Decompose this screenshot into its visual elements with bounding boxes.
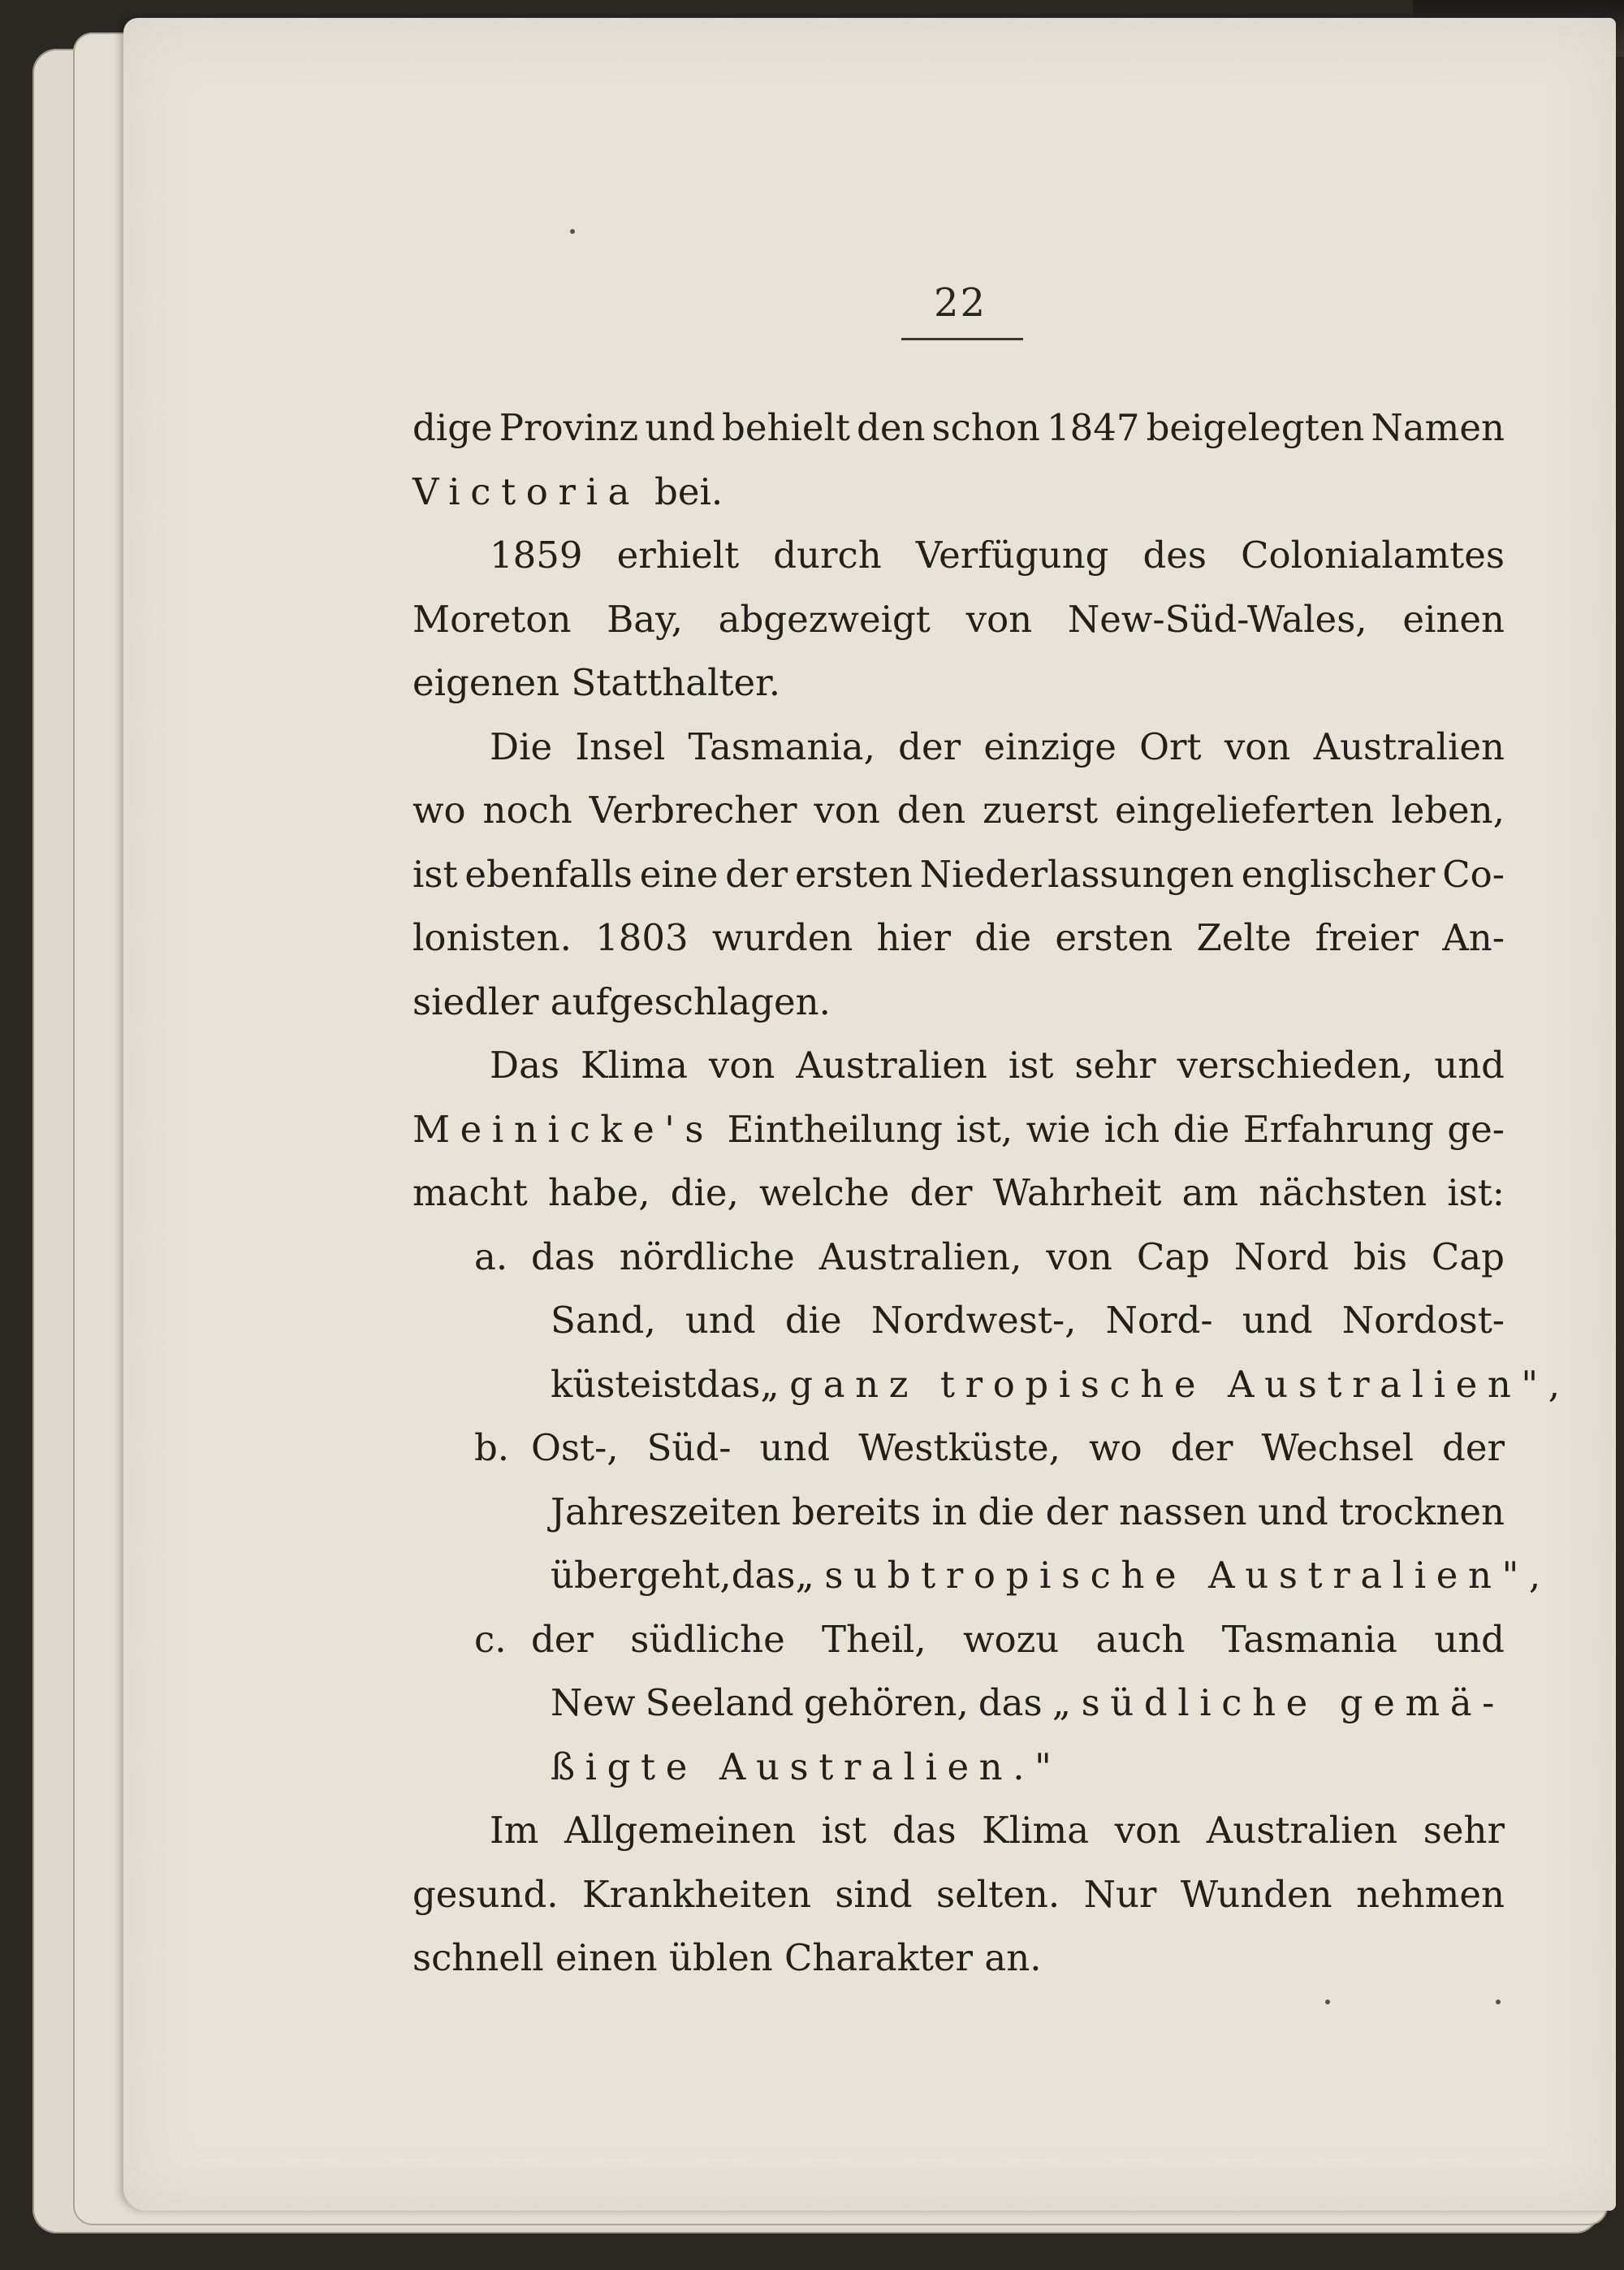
text-line: übergeht, das „subtropische Australien", — [551, 1554, 1551, 1597]
text-line: ist ebenfalls eine der ersten Niederlassungen englischer Co- — [412, 852, 1505, 896]
list-label: b. — [474, 1426, 510, 1469]
text-line: ßigte Australien." — [551, 1745, 1062, 1788]
text-line: Jahreszeiten bereits in die der nassen und trocknen — [551, 1490, 1505, 1533]
text-line: Die Insel Tasmania, der einzige Ort von Australien — [490, 724, 1505, 768]
list-label: c. — [474, 1617, 507, 1661]
text-line: Victoria bei. — [412, 469, 723, 513]
text-line: New Seeland gehören, das „südliche gemä- — [551, 1681, 1505, 1724]
text-line: eigenen Statthalter. — [412, 661, 781, 704]
text-line: wo noch Verbrecher von den zuerst eingelieferten leben, — [412, 789, 1505, 832]
text-line: Moreton Bay, abgezweigt von New-Süd-Wales, einen — [412, 597, 1505, 641]
text-line: Meinicke's Eintheilung ist, wie ich die Erfahrung ge- — [412, 1107, 1505, 1151]
text-line: macht habe, die, welche der Wahrheit am nächsten ist: — [412, 1171, 1505, 1214]
text-line: küste ist das „ganz tropische Australien", — [551, 1362, 1570, 1406]
paper-speck — [1496, 2000, 1501, 2004]
text-line: lonisten. 1803 wurden hier die ersten Zelte freier An- — [412, 916, 1505, 959]
paper-speck — [1325, 2000, 1330, 2004]
body-text — [412, 396, 1570, 1991]
list-item-a: a. das nördliche Australien, von Cap Nord bis Cap — [412, 1226, 1505, 1290]
text-line: Sand, und die Nordwest-, Nord- und Nordost- — [551, 1299, 1505, 1342]
text-line: Im Allgemeinen ist das Klima von Australien sehr — [490, 1809, 1505, 1852]
text-line: schnell einen üblen Charakter an. — [412, 1936, 1042, 1979]
text-line: gesund. Krankheiten sind selten. Nur Wunden nehmen — [412, 1872, 1505, 1916]
text-line: dige Provinz und behielt den schon 1847 beigelegten Namen — [412, 406, 1505, 449]
list-label: a. — [474, 1234, 508, 1278]
text-line: siedler aufgeschlagen. — [412, 979, 831, 1023]
text-line: 1859 erhielt durch Verfügung des Colonialamtes — [490, 534, 1505, 577]
list-item-c: c. der südliche Theil, wozu auch Tasmania und — [412, 1608, 1505, 1672]
text-line: Das Klima von Australien ist sehr verschieden, und — [490, 1044, 1505, 1087]
paper-speck — [570, 229, 575, 234]
page-number: 22 — [934, 280, 987, 326]
page-number-rule — [901, 338, 1023, 340]
list-item-b: b. Ost-, Süd- und Westküste, wo der Wechsel der — [412, 1416, 1505, 1481]
